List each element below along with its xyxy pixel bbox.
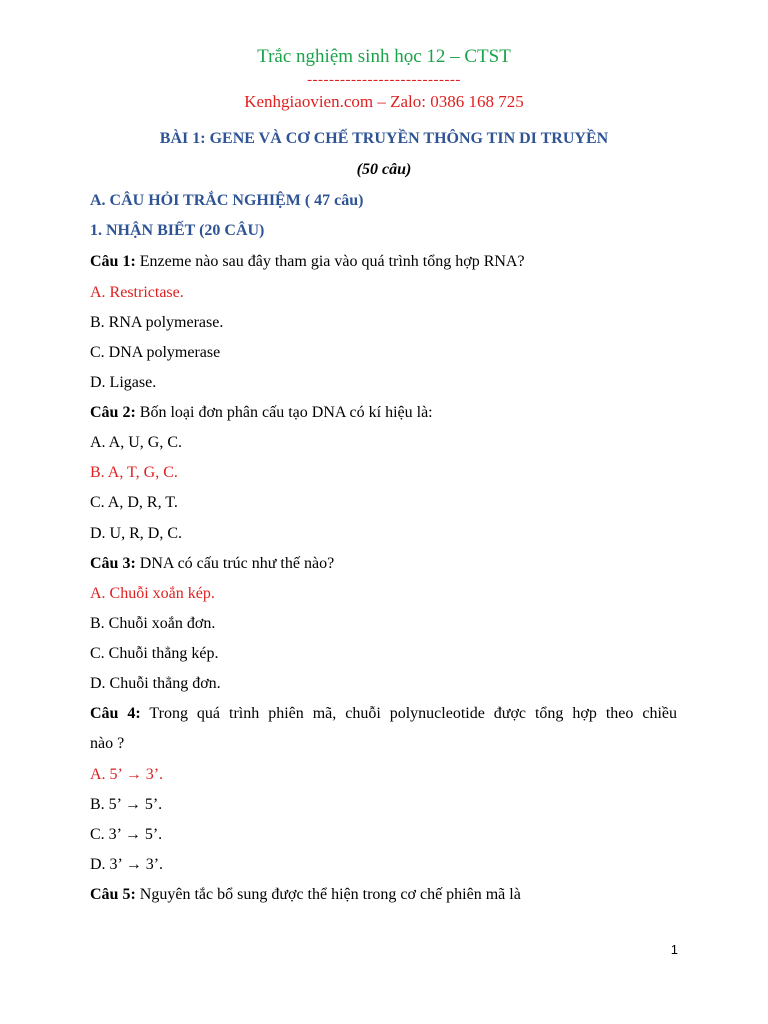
question-3: [90, 555, 677, 573]
answer-option: B. 5’ → 5’.: [90, 796, 163, 813]
question-label: Câu 5:: [90, 886, 136, 903]
question-2: [90, 404, 677, 422]
question-4-continuation: nào ?: [90, 735, 125, 752]
answer-option: A. Chuỗi xoắn kép.: [90, 585, 215, 602]
answer-option: A. 5’ → 3’.: [90, 766, 164, 783]
question-label: Câu 2:: [90, 404, 136, 421]
header-separator: ----------------------------: [307, 72, 461, 88]
answer-option: B. A, T, G, C.: [90, 464, 178, 481]
question-5: [90, 886, 677, 904]
answer-option: D. U, R, D, C.: [90, 525, 183, 542]
answer-option: C. DNA polymerase: [90, 344, 221, 361]
answer-option: D. Ligase.: [90, 374, 157, 391]
answer-option: A. Restrictase.: [90, 284, 184, 301]
lesson-title: BÀI 1: GENE VÀ CƠ CHẾ TRUYỀN THÔNG TIN DI TRUYỀN: [159, 130, 609, 147]
question-text: DNA có cấu trúc như thế nào?: [135, 555, 335, 572]
answer-option: B. RNA polymerase.: [90, 314, 224, 331]
answer-option: B. Chuỗi xoắn đơn.: [90, 615, 216, 632]
question-text: Nguyên tắc bổ sung được thể hiện trong cơ chế phiên mã là: [135, 886, 521, 903]
answer-option: A. A, U, G, C.: [90, 434, 183, 451]
question-4: [90, 705, 677, 723]
page-number: 1: [670, 942, 678, 957]
question-label: Câu 4:: [90, 705, 141, 722]
question-count: (50 câu): [356, 161, 412, 178]
question-1: [90, 253, 677, 271]
answer-option: C. Chuỗi thẳng kép.: [90, 645, 219, 662]
answer-option: C. A, D, R, T.: [90, 494, 178, 511]
subsection-1-heading: 1. NHẬN BIẾT (20 CÂU): [90, 222, 265, 239]
question-label: Câu 3:: [90, 555, 136, 572]
header-contact: Kenhgiaovien.com – Zalo: 0386 168 725: [244, 92, 524, 111]
question-text: Bốn loại đơn phân cấu tạo DNA có kí hiệu là:: [135, 404, 433, 421]
question-text: Enzeme nào sau đây tham gia vào quá trình tổng hợp RNA?: [135, 253, 525, 270]
question-label: Câu 1:: [90, 253, 136, 270]
answer-option: D. 3’ → 3’.: [90, 856, 164, 873]
answer-option: D. Chuỗi thẳng đơn.: [90, 675, 221, 692]
header-title: Trắc nghiệm sinh học 12 – CTST: [257, 46, 511, 67]
section-a-heading: A. CÂU HỎI TRẮC NGHIỆM ( 47 câu): [90, 192, 364, 209]
answer-option: C. 3’ → 5’.: [90, 826, 163, 843]
question-text: Trong quá trình phiên mã, chuỗi polynucleotide được tổng hợp theo chiều: [140, 705, 677, 722]
